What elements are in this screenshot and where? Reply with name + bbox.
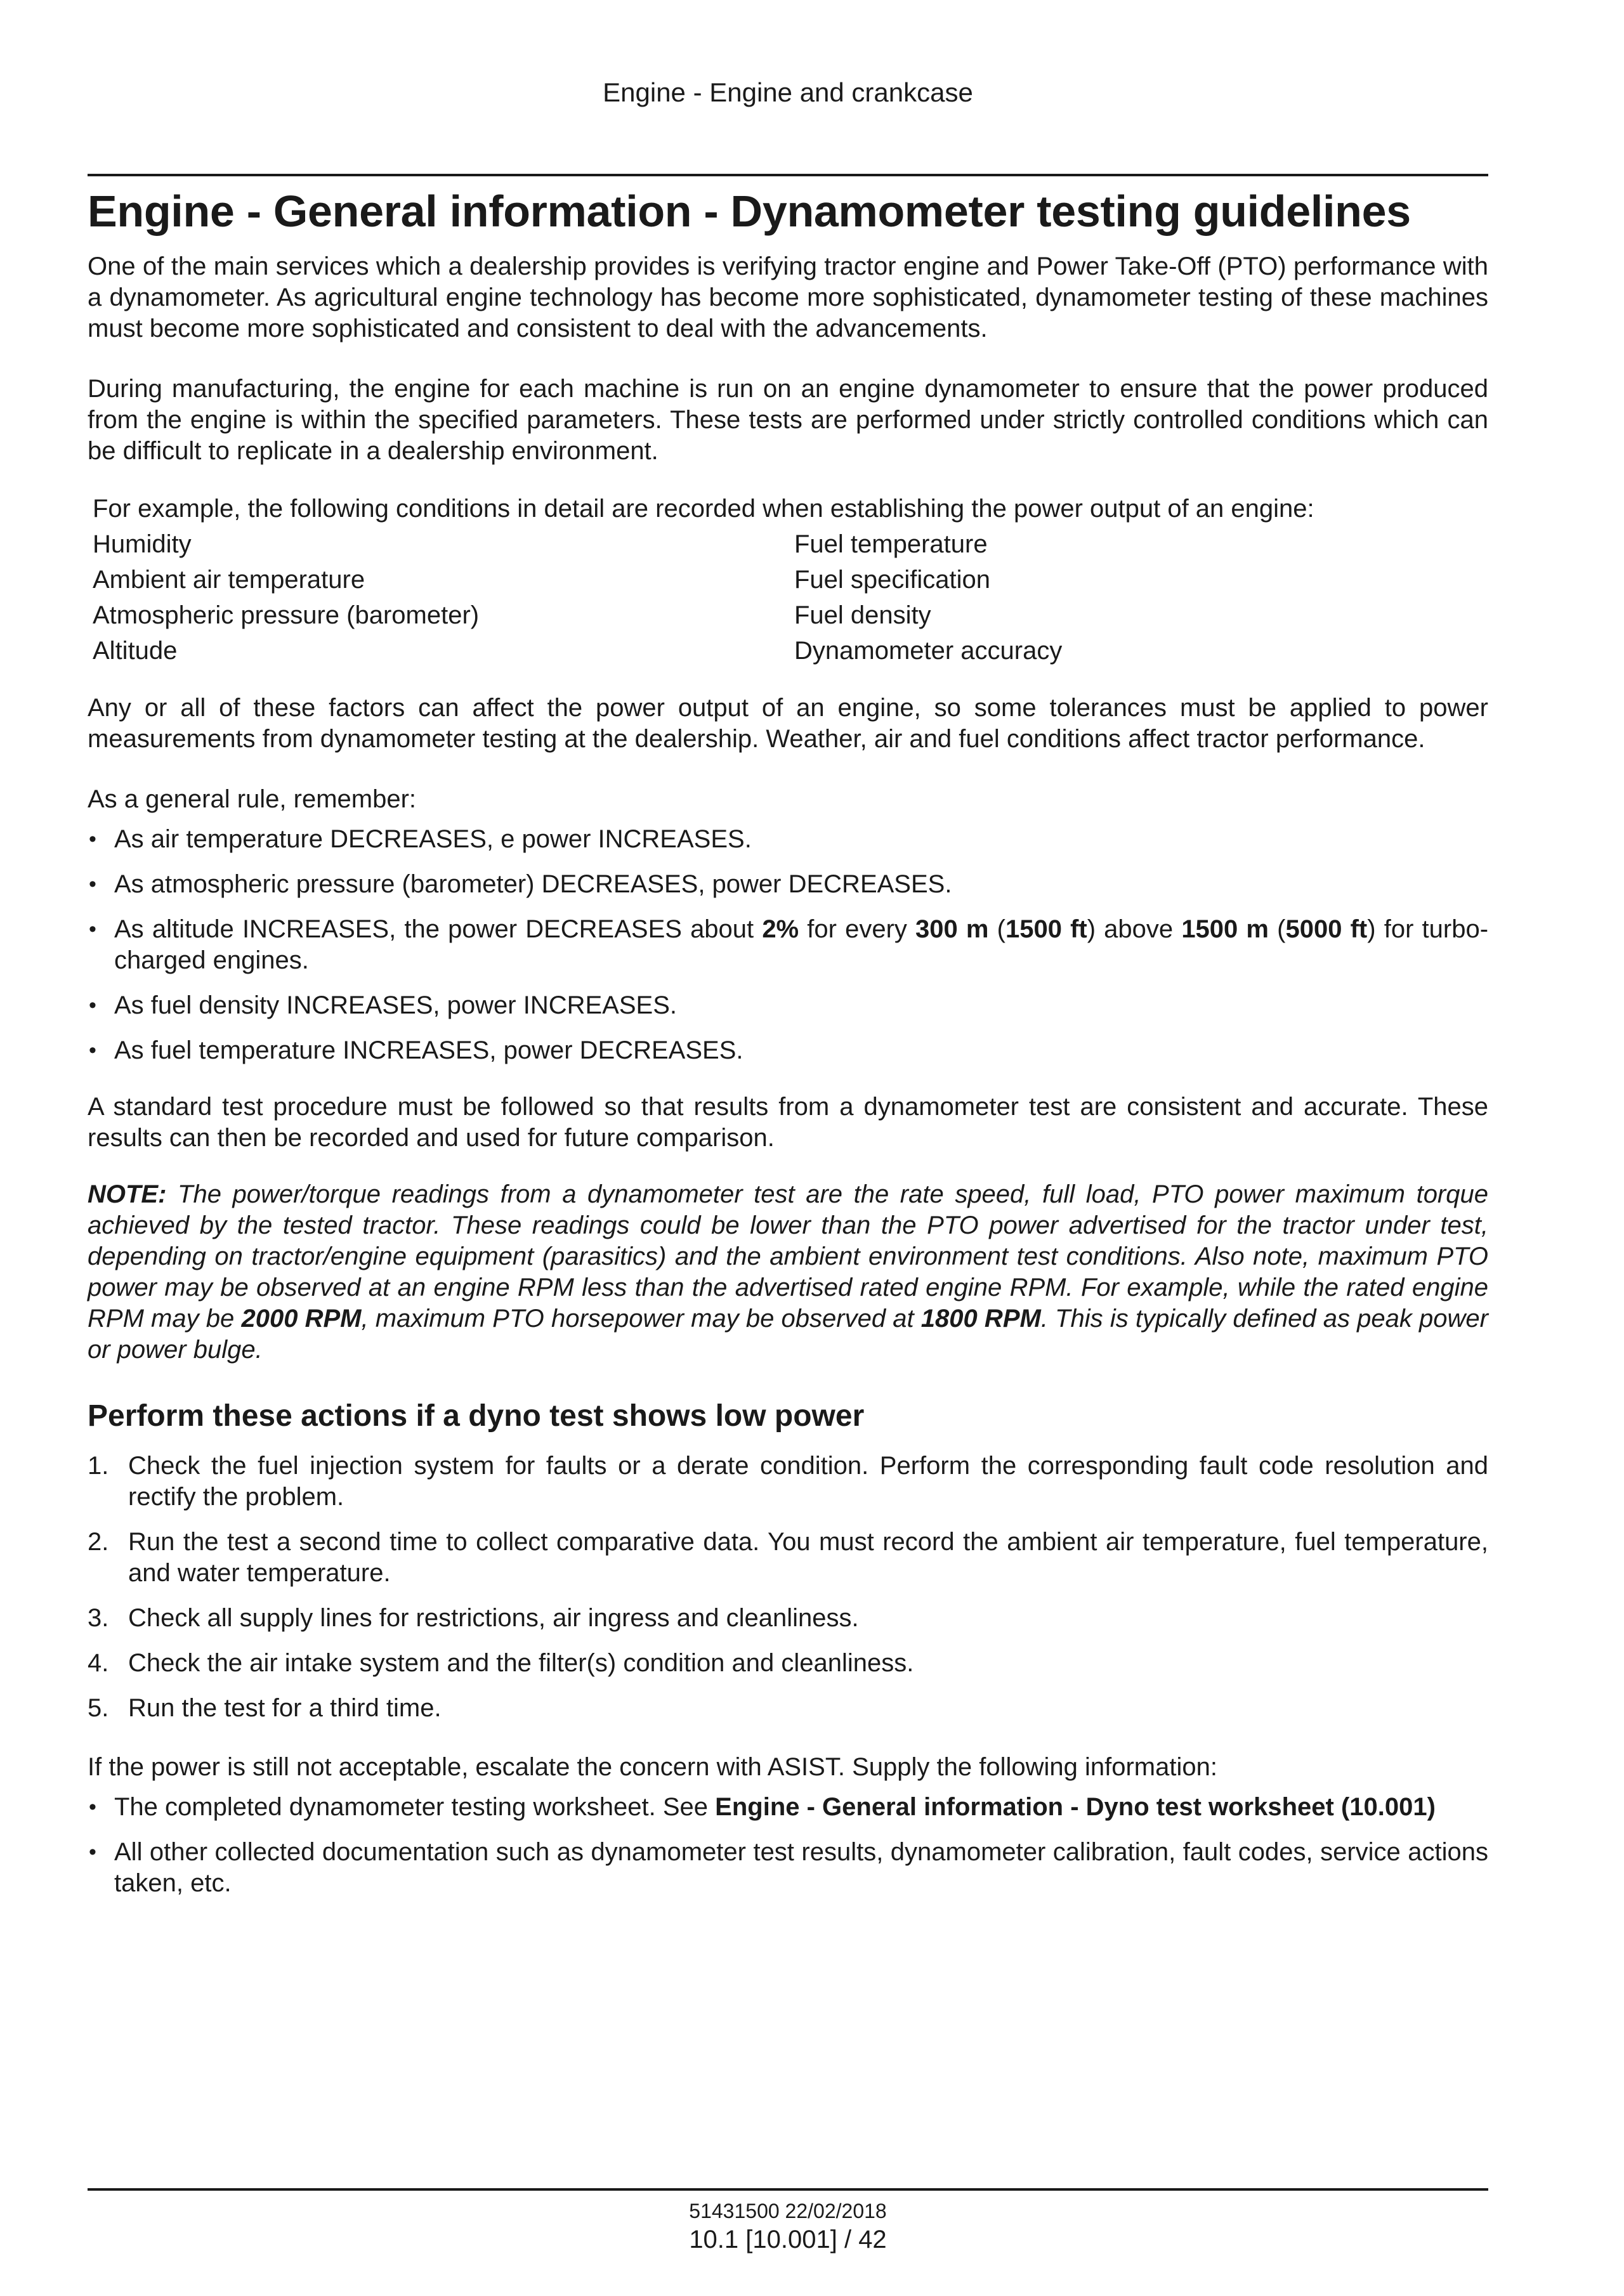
condition-item: Dynamometer accuracy	[794, 637, 1063, 665]
footer-rule	[88, 2188, 1488, 2191]
header-rule	[88, 174, 1488, 176]
bullet-icon: •	[89, 1840, 96, 1864]
condition-item: Ambient air temperature	[93, 566, 365, 594]
bullet-icon: •	[89, 827, 96, 851]
list-item: 3. Check all supply lines for restrictions, air ingress and cleanliness.	[88, 1603, 1488, 1634]
intro-paragraph: One of the main services which a dealership provides is verifying tractor engine and Power Take-Off (PTO) performance with a dynamometer. As agricultural engine technology has become more sophisticated, dynamometer testing of these machines must become more sophisticated and consistent to deal with the advancements.	[88, 252, 1488, 342]
bullet-icon: •	[89, 1038, 96, 1062]
list-item: • As fuel density INCREASES, power INCREASES.	[88, 990, 1488, 1021]
list-item: • As air temperature DECREASES, e power INCREASES.	[88, 824, 1488, 855]
escalation-paragraph: If the power is still not acceptable, escalate the concern with ASIST. Supply the following information:	[88, 1753, 1217, 1781]
list-item: • As atmospheric pressure (barometer) DECREASES, power DECREASES.	[88, 869, 1488, 900]
conditions-list	[93, 526, 1488, 669]
manufacturing-paragraph: During manufacturing, the engine for each machine is run on an engine dynamometer to ensure that the power produced from the engine is within the specified parameters. These tests are performed under strictly controlled conditions which can be difficult to replicate in a dealership environment.	[88, 375, 1488, 465]
list-item: • All other collected documentation such as dynamometer test results, dynamometer calibration, fault codes, service actions taken, etc.	[89, 1838, 1488, 1897]
conditions-block	[88, 491, 1488, 669]
bullet-icon: •	[89, 993, 96, 1017]
condition-item: Fuel density	[794, 601, 931, 629]
bullet-icon: •	[89, 872, 96, 896]
page-number: 10.1 [10.001] / 42	[689, 2226, 887, 2254]
condition-item: Fuel specification	[794, 566, 991, 594]
rules-list	[88, 824, 1488, 1066]
step-number: 4.	[88, 1649, 109, 1677]
section-heading: Perform these actions if a dyno test shows low power	[88, 1399, 865, 1433]
condition-item: Altitude	[93, 637, 178, 665]
condition-item: Humidity	[93, 530, 192, 558]
worksheet-reference-link[interactable]: Engine - General information - Dyno test worksheet (10.001)	[715, 1793, 1436, 1821]
list-item: 2. Run the test a second time to collect comparative data. You must record the ambient air temperature, fuel temperature, and water temperature.	[88, 1528, 1488, 1587]
page-content	[88, 180, 1488, 1913]
list-item: 4. Check the air intake system and the filter(s) condition and cleanliness.	[88, 1648, 1488, 1679]
step-number: 1.	[88, 1452, 109, 1480]
condition-item: Atmospheric pressure (barometer)	[93, 601, 480, 629]
factors-paragraph: Any or all of these factors can affect the power output of an engine, so some tolerances must be applied to power measurements from dynamometer testing at the dealership. Weather, air and fuel conditions affect tractor performance.	[88, 694, 1488, 753]
general-rule-intro: As a general rule, remember:	[88, 785, 417, 813]
document-number: 51431500 22/02/2018	[689, 2200, 887, 2222]
page-title: Engine - General information - Dynamometer testing guidelines	[88, 186, 1411, 236]
step-number: 5.	[88, 1694, 109, 1722]
steps-list	[88, 1451, 1488, 1724]
info-list	[88, 1792, 1488, 1899]
list-item: • As fuel temperature INCREASES, power DECREASES.	[88, 1035, 1488, 1066]
list-item: • The completed dynamometer testing worksheet. See Engine - General information - Dyno test worksheet (10.001)	[88, 1792, 1488, 1823]
bullet-icon: •	[89, 1795, 96, 1819]
running-header: Engine - Engine and crankcase	[603, 77, 973, 107]
conditions-intro: For example, the following conditions in detail are recorded when establishing the power output of an engine:	[93, 495, 1314, 523]
list-item: 1. Check the fuel injection system for faults or a derate condition. Perform the corresponding fault code resolution and rectify the problem.	[88, 1452, 1488, 1511]
step-number: 3.	[88, 1604, 109, 1632]
procedure-paragraph: A standard test procedure must be followed so that results from a dynamometer test are consistent and accurate. These results can then be recorded and used for future comparison.	[88, 1093, 1488, 1152]
list-item: • As altitude INCREASES, the power DECREASES about 2% for every 300 m (1500 ft) above 1500 m (5000 ft) for turbo-charged engines.	[89, 915, 1489, 974]
list-item: 5. Run the test for a third time.	[88, 1693, 1488, 1724]
note-label: NOTE:	[88, 1180, 167, 1208]
step-number: 2.	[88, 1528, 109, 1556]
bullet-icon: •	[89, 917, 96, 941]
condition-item: Fuel temperature	[794, 530, 988, 558]
note-paragraph: NOTE: The power/torque readings from a dynamometer test are the rate speed, full load, PTO power maximum torque achieved by the tested tractor. These readings could be lower than the PTO power advertised for the tractor under test, depending on tractor/engine equipment (parasitics) and the ambient environment test conditions. Also note, maximum PTO power may be observed at an engine RPM less than the advertised rated engine RPM. For example, while the rated engine RPM may be 2000 RPM, maximum PTO horsepower may be observed at 1800 RPM. This is typically defined as peak power or power bulge.	[88, 1180, 1488, 1364]
